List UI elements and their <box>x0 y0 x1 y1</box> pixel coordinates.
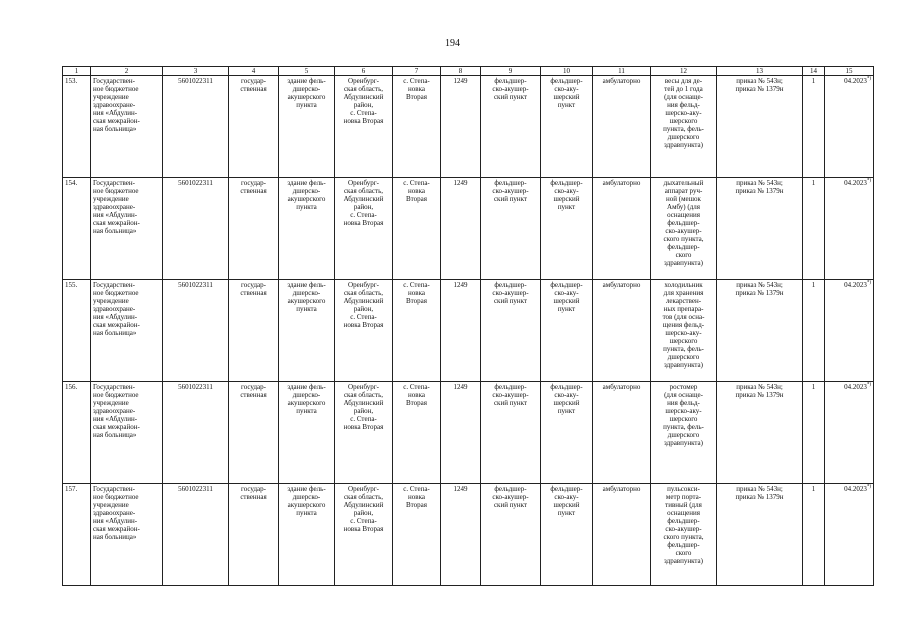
locality-cell: с. Степа- новка Вторая <box>393 178 441 280</box>
organization-cell: Государствен- ное бюджетное учреждение здравоохране- ния «Абдулин- ская межрайон- ная больница» <box>91 178 163 280</box>
address-cell: Оренбург- ская область, Абдулинский район, с. Степа- новка Вторая <box>335 178 393 280</box>
column-header: 2 <box>91 67 163 76</box>
equipment-cell: ростомер (для оснаще- ния фельд- шерско-аку- шерского пункта, фель- дшерского здравпункта) <box>651 382 717 484</box>
footnote-mark: *) <box>866 280 871 286</box>
unit-type-cell: фельдшер- ско-акушер- ский пункт <box>481 280 541 382</box>
building-cell: здание фель- дшерско- акушерского пункта <box>279 382 335 484</box>
ownership-cell: государ- ственная <box>229 280 279 382</box>
date-cell <box>825 76 874 178</box>
unit-type-cell: фельдшер- ско-акушер- ский пункт <box>481 382 541 484</box>
building-cell: здание фель- дшерско- акушерского пункта <box>279 484 335 586</box>
code-cell: 5601022311 <box>163 76 229 178</box>
quantity-cell: 1 <box>803 280 825 382</box>
row-number-cell: 156. <box>63 382 91 484</box>
column-header: 9 <box>481 67 541 76</box>
order-cell: приказ № 543н; приказ № 1379н <box>717 484 803 586</box>
footnote-mark: *) <box>866 484 871 490</box>
address-cell: Оренбург- ская область, Абдулинский район, с. Степа- новка Вторая <box>335 280 393 382</box>
order-cell: приказ № 543н; приказ № 1379н <box>717 280 803 382</box>
oktmo-cell: 1249 <box>441 484 481 586</box>
date-value: 04.2023 <box>844 77 867 85</box>
column-header: 4 <box>229 67 279 76</box>
page-number: 194 <box>445 38 460 49</box>
row-number-cell: 153. <box>63 76 91 178</box>
building-cell: здание фель- дшерско- акушерского пункта <box>279 280 335 382</box>
column-header: 6 <box>335 67 393 76</box>
column-header: 15 <box>825 67 874 76</box>
date-value: 04.2023 <box>844 485 867 493</box>
care-form-cell: амбулаторно <box>593 484 651 586</box>
organization-cell: Государствен- ное бюджетное учреждение здравоохране- ния «Абдулин- ская межрайон- ная больница» <box>91 280 163 382</box>
organization-cell: Государствен- ное бюджетное учреждение здравоохране- ния «Абдулин- ская межрайон- ная больница» <box>91 76 163 178</box>
quantity-cell: 1 <box>803 178 825 280</box>
locality-cell: с. Степа- новка Вторая <box>393 76 441 178</box>
unit-cell: фельдшер- ско-аку- шерский пункт <box>541 484 593 586</box>
column-number-row <box>63 67 874 76</box>
quantity-cell: 1 <box>803 484 825 586</box>
row-number-cell: 154. <box>63 178 91 280</box>
organization-cell: Государствен- ное бюджетное учреждение здравоохране- ния «Абдулин- ская межрайон- ная больница» <box>91 382 163 484</box>
register-table <box>62 66 874 586</box>
column-header: 14 <box>803 67 825 76</box>
date-value: 04.2023 <box>844 383 867 391</box>
column-header: 10 <box>541 67 593 76</box>
code-cell: 5601022311 <box>163 178 229 280</box>
table-row <box>63 76 874 178</box>
unit-type-cell: фельдшер- ско-акушер- ский пункт <box>481 76 541 178</box>
code-cell: 5601022311 <box>163 382 229 484</box>
unit-type-cell: фельдшер- ско-акушер- ский пункт <box>481 484 541 586</box>
address-cell: Оренбург- ская область, Абдулинский район, с. Степа- новка Вторая <box>335 382 393 484</box>
table-row <box>63 280 874 382</box>
quantity-cell: 1 <box>803 382 825 484</box>
footnote-mark: *) <box>866 76 871 82</box>
building-cell: здание фель- дшерско- акушерского пункта <box>279 178 335 280</box>
order-cell: приказ № 543н; приказ № 1379н <box>717 382 803 484</box>
order-cell: приказ № 543н; приказ № 1379н <box>717 76 803 178</box>
equipment-cell: пульсокси- метр порта- тивный (для оснащения фельдшер- ско-акушер- ского пункта, фельдшер- ского здравпункта) <box>651 484 717 586</box>
code-cell: 5601022311 <box>163 280 229 382</box>
unit-cell: фельдшер- ско-аку- шерский пункт <box>541 382 593 484</box>
unit-cell: фельдшер- ско-аку- шерский пункт <box>541 76 593 178</box>
care-form-cell: амбулаторно <box>593 178 651 280</box>
date-value: 04.2023 <box>844 281 867 289</box>
date-cell <box>825 280 874 382</box>
oktmo-cell: 1249 <box>441 280 481 382</box>
row-number-cell: 157. <box>63 484 91 586</box>
organization-cell: Государствен- ное бюджетное учреждение здравоохране- ния «Абдулин- ская межрайон- ная больница» <box>91 484 163 586</box>
locality-cell: с. Степа- новка Вторая <box>393 484 441 586</box>
column-header: 1 <box>63 67 91 76</box>
ownership-cell: государ- ственная <box>229 178 279 280</box>
footnote-mark: *) <box>866 382 871 388</box>
column-header: 5 <box>279 67 335 76</box>
date-cell <box>825 382 874 484</box>
unit-cell: фельдшер- ско-аку- шерский пункт <box>541 280 593 382</box>
order-cell: приказ № 543н; приказ № 1379н <box>717 178 803 280</box>
address-cell: Оренбург- ская область, Абдулинский район, с. Степа- новка Вторая <box>335 484 393 586</box>
equipment-cell: весы для де- тей до 1 года (для оснаще- ния фельд- шерско-аку- шерского пункта, фель- дшерского здравпункта) <box>651 76 717 178</box>
oktmo-cell: 1249 <box>441 76 481 178</box>
footnote-mark: *) <box>866 178 871 184</box>
building-cell: здание фель- дшерско- акушерского пункта <box>279 76 335 178</box>
table-row <box>63 178 874 280</box>
locality-cell: с. Степа- новка Вторая <box>393 382 441 484</box>
unit-cell: фельдшер- ско-аку- шерский пункт <box>541 178 593 280</box>
column-header: 13 <box>717 67 803 76</box>
address-cell: Оренбург- ская область, Абдулинский район, с. Степа- новка Вторая <box>335 76 393 178</box>
ownership-cell: государ- ственная <box>229 382 279 484</box>
table-row <box>63 484 874 586</box>
column-header: 3 <box>163 67 229 76</box>
ownership-cell: государ- ственная <box>229 76 279 178</box>
column-header: 11 <box>593 67 651 76</box>
date-value: 04.2023 <box>844 179 867 187</box>
ownership-cell: государ- ственная <box>229 484 279 586</box>
locality-cell: с. Степа- новка Вторая <box>393 280 441 382</box>
quantity-cell: 1 <box>803 76 825 178</box>
care-form-cell: амбулаторно <box>593 382 651 484</box>
date-cell <box>825 484 874 586</box>
date-cell <box>825 178 874 280</box>
code-cell: 5601022311 <box>163 484 229 586</box>
table-row <box>63 382 874 484</box>
column-header: 7 <box>393 67 441 76</box>
column-header: 8 <box>441 67 481 76</box>
equipment-cell: дыхательный аппарат руч- ной (мешок Амбу) (для оснащения фельдшер- ско-акушер- ского пункта, фельдшер- ского здравпункта) <box>651 178 717 280</box>
column-header: 12 <box>651 67 717 76</box>
row-number-cell: 155. <box>63 280 91 382</box>
equipment-cell: холодильник для хранения лекарствен- ных препара- тов (для осна- щения фельд- шерско-аку- шерского пункта, фель- дшерского здравпункта) <box>651 280 717 382</box>
unit-type-cell: фельдшер- ско-акушер- ский пункт <box>481 178 541 280</box>
care-form-cell: амбулаторно <box>593 280 651 382</box>
oktmo-cell: 1249 <box>441 178 481 280</box>
oktmo-cell: 1249 <box>441 382 481 484</box>
care-form-cell: амбулаторно <box>593 76 651 178</box>
